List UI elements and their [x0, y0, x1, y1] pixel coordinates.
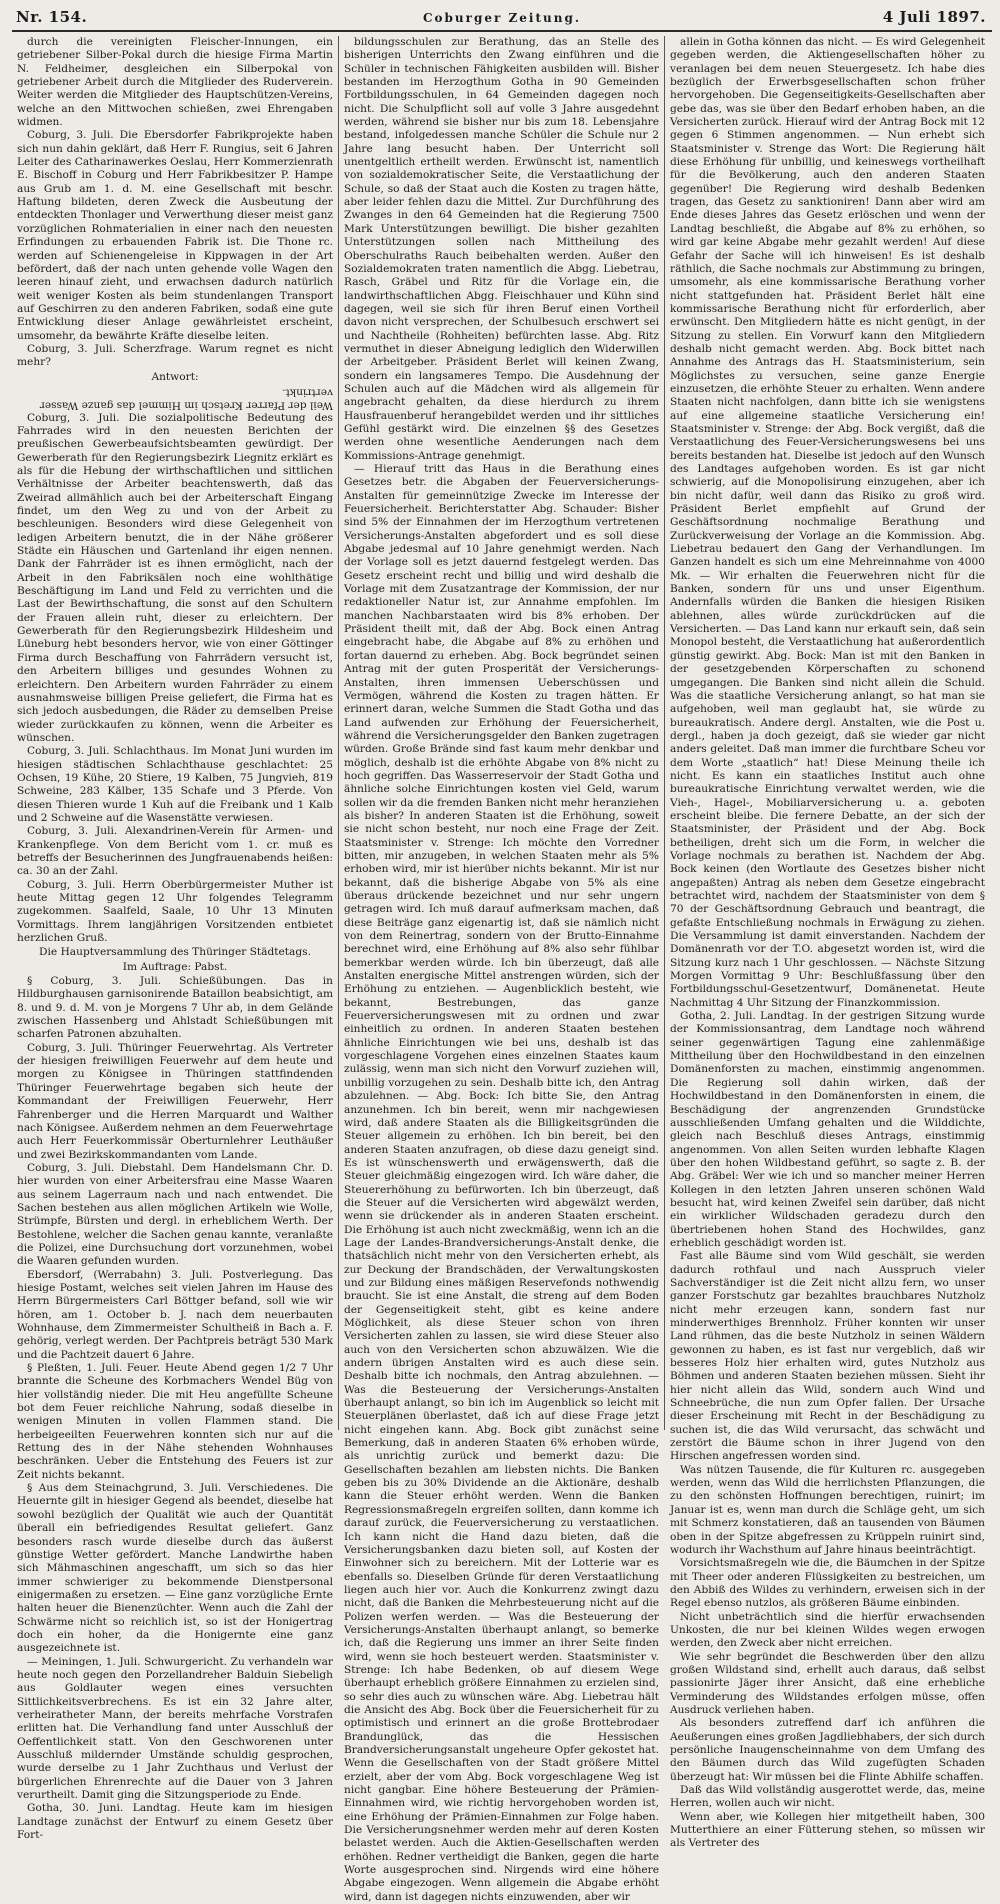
scherzfrage-antwort-upside-down: Weil der Pfarrer Kretsch im Himmel das ganze Wasser vertrinkt.: [39, 386, 333, 412]
article-paragraph: Daß das Wild vollständig ausgerottet werde, das, meine Herren, wollen auch wir nicht.: [670, 1784, 985, 1810]
article-scherzfrage: Coburg, 3. Juli. Scherzfrage. Warum regnet es nicht mehr?: [17, 342, 333, 369]
article-fortbildungsschulen: bildungsschulen zur Berathung, das an Stelle des bisherigen Unterrichts den Zwang einführen und die Schüler in technischen Fähigkeiten ausbilden will. Bisher bestanden im Herzogthum Gotha in 90 Gemeinden Fortbildungsschulen, in 64 Gemeinden dagegen noch nicht. Die Schulpflicht soll auf volle 3 Jahre ausgedehnt werden, während sie bisher nur bis zum 18. Lebensjahre bestand, infolgedessen manche Schüler die Schule nur 2 Jahre lang besucht haben. Der Unterricht soll unentgeltlich ertheilt werden. Erwünscht ist, namentlich von sozialdemokratischer Seite, die Verstaatlichung der Schule, so daß der Staat auch die Kosten zu tragen hätte, aber leider fehlen dazu die Mittel. Zur Durchführung des Zwanges in den 64 Gemeinden hat die Regierung 7500 Mark Unterstützungen bewilligt. Die bisher gezahlten Unterstützungen sollen nach Mittheilung des Oberschulraths Rauch beibehalten werden. Außer den Sozialdemokraten traten namentlich die Abgg. Liebetrau, Rasch, Gräbel und Ritz für die Vorlage ein, die landwirthschaftlichen Abgg. Fleischhauer und Kühn sind dagegen, weil sie sich für ihren Beruf einen Vortheil davon nicht versprechen, der Schulbesuch erschwert sei und Nachtheile (Rohheiten) befürchten lasse. Abg. Ritz vermuthet in dieser Abneigung lediglich den Widerwillen der Arbeitgeber. Präsident Berlet will keinen Zwang, sondern ein langsameres Tempo. Die Ausdehnung der Schulen auch auf die Mädchen wird als allgemein für angebracht gehalten, da diese hierdurch zu ihrem Hausfrauenberuf herangebildet werden und ihr sittliches Gefühl gestärkt wird. Die einzelnen §§ des Gesetzes werden ohne wesentliche Aenderungen nach dem Kommissions-Antrage genehmigt.: [344, 36, 659, 462]
article-paragraph: Als besonders zutreffend darf ich anführen die Aeußerungen eines großen Jagdliebhabers, der sich durch persönliche Inaugenscheinnahme von dem Umfang des den Bäumen durch das Wild zugefügten Schaden überzeugt hat: Wir müssen bei die Flinte Abhilfe schaffen.: [670, 1717, 985, 1783]
article-steinachgrund: § Aus dem Steinachgrund, 3. Juli. Verschiedenes. Die Heuernte gilt in hiesiger Gegend als beendet, dieselbe hat sowohl bezüglich der Qualität wie auch der Quantität überall ein befriedigendes Resultat geliefert. Ganz besonders rasch wurde dieselbe durch das äußerst günstige Wetter gefördert. Manche Landwirthe haben sich Mähmaschinen angeschafft, um sich so das hier immer schwieriger zu bekommende Dienstpersonal einigermaßen zu ersetzen. — Eine ganz vorzügliche Ernte halten heuer die Bienenzüchter. Wenn auch die Zahl der Schwärme nicht so reichlich ist, so ist der Honigertrag doch ein hoher, da die Honigernte eine ganz ausgezeichnete ist.: [17, 1482, 333, 1655]
article-telegramm: Coburg, 3. Juli. Herrn Oberbürgermeister Muther ist heute Mittag gegen 12 Uhr folgendes Telegramm zugekommen. Saalfeld, Saale, 10 Uhr 13 Minuten Vormittags. Ihrem langjährigen Vorsitzenden entbietet herzlichen Gruß.: [17, 878, 333, 945]
issue-date: 4 Juli 1897.: [882, 8, 986, 26]
article-schwurgericht: — Meiningen, 1. Juli. Schwurgericht. Zu verhandeln war heute noch gegen den Porzellandreher Balduin Siebeligh aus Goldlauter wegen eines versuchten Sittlichkeitsverbrechens. Es ist ein 32 Jahre alter, verheiratheter Mann, der bereits mehrfache Vorstrafen erlitten hat. Die Verhandlung fand unter Ausschluß der Oeffentlichkeit statt. Von den Geschworenen unter Ausschluß mildernder Umstände schuldig gesprochen, wurde derselbe zu 1 Jahr Zuchthaus und Verlust der bürgerlichen Ehrenrechte auf die Dauer von 3 Jahren verurtheilt. Damit ging die Sitzungsperiode zu Ende.: [17, 1655, 333, 1802]
article-feuer: § Pleßten, 1. Juli. Feuer. Heute Abend gegen 1/2 7 Uhr brannte die Scheune des Korbmachers Wendel Büg von hier vollständig nieder. Die mit Heu angefüllte Scheune bot dem Feuer reichliche Nahrung, sodaß dieselbe in wenigen Minuten in vollen Flammen stand. Die herbeigeeilten Feuerwehren konnten sich nur auf die Rettung des in der Nähe stehenden Wohnhauses beschränken. Ueber die Entstehung des Feuers ist zur Zeit nichts bekannt.: [17, 1362, 333, 1481]
article-fabrikprojekte: Coburg, 3. Juli. Die Ebersdorfer Fabrikprojekte haben sich nun dahin geklärt, daß Herr F. Rungius, seit 6 Jahren Leiter des Catharinawerkes Oeslau, Herr Kommerzienrath E. Bischoff in Coburg und Herr Fabrikbesitzer P. Hampe aus Grub am 1. d. M. eine Gesellschaft mit beschr. Haftung bildeten, deren Zweck die Ausbeutung der entdeckten Thonlager und Verwerthung dieser meist ganz vorzüglichen Rohmaterialien in einer nach den neuesten Erfindungen zu erbauenden Fabrik ist. Die Thone rc. werden auf Schienengeleise in Kippwagen in der Art befördert, daß der nach unten gehende volle Wagen den leeren hinauf zieht, und erwachsen dadurch natürlich weit weniger Kosten als beim stundenlangen Transport auf Geschirren zu den anderen Fabriken, sodaß eine gute Entwicklung dieser Anlage gewährleistet erscheint, umsomehr, da bewährte Kräfte dieselbe leiten.: [17, 129, 333, 342]
article-diebstahl: Coburg, 3. Juli. Diebstahl. Dem Handelsmann Chr. D. hier wurden von einer Arbeitersfrau eine Masse Waaren aus seinem Lagerraum nach und nach entwendet. Die Sachen bestehen aus allen möglichen Artikeln wie Wolle, Strümpfe, Bürsten und dergl. in erheblichem Werth. Der Bestohlene, welcher die Sachen genau kannte, veranlaßte die Polizei, eine Durchsuchung dort vorzunehmen, wobei die Waaren gefunden wurden.: [17, 1161, 333, 1268]
article-feuerversicherung: — Hierauf tritt das Haus in die Berathung eines Gesetzes betr. die Abgaben der Feuerversicherungs-Anstalten für gemeinnützige Zwecke im Interesse der Feuersicherheit. Berichterstatter Abg. Schauder: Bisher sind 5% der Einnahmen der im Herzogthum vertretenen Versicherungs-Anstalten abgefordert und es soll diese Abgabe jedesmal auf 10 Jahre genehmigt werden. Nach der Vorlage soll es jetzt dauernd festgelegt werden. Das Gesetz erscheint recht und billig und wird deshalb die Vorlage mit dem Zusatzantrage der Kommission, der nur redaktioneller Natur ist, zur Annahme empfohlen. Im manchen Nachbarstaaten wird bis 8% erhoben. Der Präsident theilt mit, daß der Abg. Bock einen Antrag eingebracht habe, die Abgabe auf 8% zu erhöhen und fortan dauernd zu erheben. Abg. Bock begründet seinen Antrag mit der guten Prosperität der Versicherungs-Anstalten, ihren immensen Ueberschüssen und Vermögen, während die Kosten zu tragen hätten. Er erinnert daran, welche Summen die Stadt Gotha und das Land aufwenden zur Erhöhung der Feuersicherheit, während die Versicherungsgelder den Banken zugetragen würden. Große Brände sind fast kaum mehr denkbar und möglich, deshalb ist die erhöhte Abgabe von 8% nicht zu hoch gegriffen. Das Wasserreservoir der Stadt Gotha und ähnliche solche Einrichtungen kosten viel Geld, warum sollen wir da die fremden Banken nicht mehr heranziehen als bisher? In anderen Staaten ist die Erhöhung, soweit sie nicht schon besteht, nur noch eine Frage der Zeit. Staatsminister v. Strenge: Ich möchte den Vorredner bitten, mir anzugeben, in welchen Staaten mehr als 5% erhoben wird, mir ist hierüber nichts bekannt. Mir ist nur bekannt, daß die bisherige Abgabe von 5% als eine überaus drückende bezeichnet und nur sehr ungern getragen wird. Ich muß darauf aufmerksam machen, daß diese Beiträge ganz eigenartig ist, daß sie nämlich nicht von dem Reinertrag, sondern von der Brutto-Einnahme berechnet wird, eine Erhöhung auf 8% also sehr fühlbar bemerkbar werden würde. Ich bin überzeugt, daß alle Anstalten energische Mittel anstrengen würden, sich der Erhöhung zu entziehen. — Augenblicklich besteht, wie bekannt, Bestrebungen, das ganze Feuerversicherungswesen mit zu ordnen und zwar einheitlich zu ordnen. In anderen Staaten bestehen ähnliche Einrichtungen wie bei uns, deshalb ist das vorgeschlagene Vorgehen eines einzelnen Staates kaum zulässig, wenn man sich nicht den Vorwurf zuziehen will, unbillig vorzugehen zu sein. Deshalb bitte ich, den Antrag abzulehnen. — Abg. Bock: Ich bitte Sie, den Antrag anzunehmen. Ich bin bereit, wenn mir nachgewiesen wird, daß andere Staaten als die Billigkeitsgründen die Steuer allgemein zu erhöhen. Ich bin bereit, bei den anderen Staaten anzufragen, ob diese dazu geneigt sind. Es ist wünschenswerth und erwägenswerth, daß die Steuer gleichmäßig eingezogen wird. Ich wäre daher, die Steuererhöhung zu befürworten. Ich bin überzeugt, daß die Steuer auf die Versicherten wird abgewälzt werden, wenn sie drückender als in anderen Staaten erscheint. Die Erhöhung ist auch nicht zweckmäßig, wenn ich an die Lage der Landes-Brandversicherungs-Anstalt denke, die thatsächlich nicht mehr von den Versicherten erhebt, als zur Deckung der Brandschäden, der Verwaltungskosten und zur Bildung eines mäßigen Reservefonds nothwendig braucht. Sie ist eine Anstalt, die streng auf dem Boden der Gegenseitigkeit steht, gibt es keine andere Möglichkeit, als diese Steuer schon von ihren Versicherten zahlen zu lassen, sie wird diese Steuer also auch von den Versicherten schon abzuwälzen. Wie die andern übrigen Anstalten wird es auch diese sein. Deshalb bitte ich nochmals, den Antrag abzulehnen. — Was die Besteuerung der Versicherungs-Anstalten überhaupt anlangt, so bin ich im Augenblick so leicht mit Steuerplänen überlastet, daß ich auf diese Frage jetzt nicht eingehen kann. Abg. Bock gibt zunächst seine Bemerkung, daß in anderen Staaten 6% erhoben würde, als unrichtig zurück und bemerkt dazu: Die Gesellschaften bezahlen am liebsten nichts. Die Banken geben bis zu 30% Dividende an die Aktionäre, deshalb kann die Steuer erhöht werden. Wenn die Banken Regressionsmaßregeln ergreifen sollten, dann komme ich darauf zurück, die Feuerversicherung zu verstaatlichen. Ich kann nicht die Hand dazu bieten, daß die Versicherungsbanken dazu bieten soll, auf Kosten der Einwohner sich zu bereichern. Mit der Lotterie war es ebenfalls so. Dieselben Gründe für deren Verstaatlichung liegen auch hier vor. Auch die Konkurrenz zwingt dazu nicht, daß die Banken die Mehrbesteuerung nicht auf die Polizen werfen werden. — Was die Besteuerung der Versicherungs-Anstalten überhaupt anlangt, so bemerke ich, daß die Regierung uns immer an ihrer Seite finden wird, wenn sie hoch besteuert werden. Staatsminister v. Strenge: Ich habe Bedenken, ob auf diesem Wege überhaupt erheblich größere Einnahmen zu erzielen sind, so sehr dies auch zu wünschen wäre. Abg. Liebetrau hält die Ansicht des Abg. Bock über die Feuersicherheit für zu optimistisch und erinnert an die große Brottebrodaer Brandunglück, das die Hessischen Brandversicherungsanstalt ungeheure Opfer gekostet hat. Wenn die Gesellschaften von der Stadt größere Mittel erzielt, aber der vom Abg. Bock vorgeschlagene Weg ist nicht gangbar. Eine höhere Besteuerung der Prämien-Einnahmen wird, wie richtig hervorgehoben worden ist, eine Erhöhung der Prämien-Einnahmen zur Folge haben. Die Versicherungsnehmer werden mehr auf deren Kosten belastet werden. Auch die Aktien-Gesellschaften werden erhöhen. Redner vertheidigt die Banken, gegen die harte Worte ausgesprochen sind. Nirgends wird eine höhere Abgabe eingezogen. Wenn allgemein die Abgabe erhöht wird, dann ist dagegen nichts einzuwenden, aber wir: [344, 463, 659, 1903]
article-paragraph: Vorsichtsmaßregeln wie die, die Bäumchen in der Spitze mit Theer oder anderen Flüssigkeiten zu bestreichen, um den Abbiß des Wildes zu verhindern, erweisen sich in der Regel ebenso nutzlos, als größeren Bäume einbinden.: [670, 1557, 985, 1610]
column-left: [12, 36, 338, 1842]
article-paragraph: Was nützen Tausende, die für Kulturen rc. ausgegeben werden, wenn das Wild die herrlichsten Pflanzungen, die zu den schönsten Hoffnungen berechtigen, ruinirt; im Januar ist es, wenn man durch die Schläge geht, um sich mit Schmerz konstatieren, daß an tausenden von Bäumen oben in der Spitze abgefressen zu Krüppeln ruinirt sind, wodurch ihr Wachsthum auf Jahre hinaus beeinträchtigt.: [670, 1463, 985, 1556]
article-alexandrinen-verein: Coburg, 3. Juli. Alexandrinen-Verein für Armen- und Krankenpflege. Von dem Bericht vom 1. cr. muß es betreffs der Besucherinnen des Jungfrauenabends heißen: ca. 30 an der Zahl.: [17, 825, 333, 878]
article-schlachthaus: Coburg, 3. Juli. Schlachthaus. Im Monat Juni wurden im hiesigen städtischen Schlachthause geschlachtet: 25 Ochsen, 19 Kühe, 20 Stiere, 19 Kalben, 75 Jungvieh, 819 Schweine, 283 Kälber, 135 Schafe und 3 Pferde. Von diesen Thieren wurde 1 Kuh auf die Freibank und 1 Kalb und 2 Schweine auf die Wasenstätte verwiesen.: [17, 745, 333, 824]
issue-number: Nr. 154.: [16, 8, 88, 26]
article-schiessuebungen: § Coburg, 3. Juli. Schießübungen. Das in Hildburghausen garnisonirende Bataillon beabsichtigt, am 8. und 9. d. M. von je Morgens 7 Uhr ab, in dem Gelände zwischen Hassenberg und Ahlstadt Schießübungen mit scharfen Patronen abzuhalten.: [17, 975, 333, 1041]
article-postverlegung: Ebersdorf, (Werrabahn) 3. Juli. Postverlegung. Das hiesige Postamt, welches seit vielen Jahren im Hause des Herrn Bürgermeisters Carl Böttger befand, soll wie wir hören, am 1. October b. J. nach dem neuerbauten Wohnhause, dem Zimmermeister Schultheiß in Bach a. F. gehörig, verlegt werden. Der Pachtpreis beträgt 530 Mark und die Pachtzeit dauert 6 Jahre.: [17, 1268, 333, 1361]
column-middle: [338, 36, 664, 1903]
article-paragraph: Fast alle Bäume sind vom Wild geschält, sie werden dadurch rothfaul und nach Ausspruch vieler Sachverständiger ist die Zeit nicht allzu fern, wo unser ganzer Forstschutz gar bezahltes brauchbares Nutzholz nicht mehr erzeugen kann, sondern fast nur minderwerthiges Brennholz. Früher konnten wir unser Land rühmen, das die beste Nutzholz in seinen Wäldern gewonnen zu haben, es ist fast nur vergeblich, daß wir besseres Holz hier erhalten wird, gutes Nutzholz aus Böhmen und anderen Staaten beziehen müssen. Sieht ihr hier nicht allein das Wild, sondern auch Wind und Schneebrüche, die nun zum Opfer fallen. Der Ursache dieser Erscheinung mit Recht in der Beschädigung zu suchen ist, die das Wild verursacht, das schwächt und zerstört die Bäume schon in ihrer Jugend von den Hirschen angefressen worden sind.: [670, 1250, 985, 1463]
scherzfrage-antwort-label: Antwort:: [151, 370, 199, 383]
article-paragraph: Wie sehr begründet die Beschwerden über den allzu großen Wildstand sind, erhellt auch daraus, daß selbst passionirte Jäger ihrer Ansicht, daß eine erhebliche Verminderung des Wildstandes erfolgen müsse, offen Ausdruck verliehen haben.: [670, 1650, 985, 1716]
article-paragraph: Nicht unbeträchtlich sind die hierfür erwachsenden Unkosten, die nur bei kleinen Wildes wegen erwogen werden, den Zweck aber nicht erreichen.: [670, 1610, 985, 1650]
article-landtag-hochwild: Gotha, 2. Juli. Landtag. In der gestrigen Sitzung wurde der Kommissionsantrag, dem Landtage noch während seiner gegenwärtigen Tagung eine zahlenmäßige Mittheilung über den Hochwildbestand in den einzelnen Domänenforsten zu machen, einstimmig angenommen. Die Regierung soll dahin wirken, daß der Hochwildbestand in den Domänenforsten in einem, die Beschädigung der angrenzenden Grundstücke ausschließenden Umfang gehalten und die Wilddichte, gleich nach Beschluß dieses Antrags, einstimmig angenommen. Von allen Seiten wurden lebhafte Klagen über den hohen Wildbestand geführt, so sagte z. B. der Abg. Gräbel: Wer wie ich und so mancher meiner Herren Kollegen in den letzten Jahren unseren schönen Wald besucht hat, wird keinen Zweifel sein darüber, daß nicht ein wirklicher Wildschaden geradezu durch den übertriebenen hohen Stand des Hochwildes, ganz erheblich geschädigt worden ist.: [670, 1010, 985, 1249]
column-right: [664, 36, 990, 1850]
article-landtag-continued: allein in Gotha können das nicht. — Es wird Gelegenheit gegeben werden, die Aktiengesellschaften höher zu veranlagen bei dem neuen Steuergesetz. Ich habe dies bezüglich der Erwerbsgesellschaften schon früher hervorgehoben. Die Gegenseitigkeits-Gesellschaften aber gebe das, was sie über den Bedarf erhoben haben, an die Versicherten zurück. Hierauf wird der Antrag Bock mit 12 gegen 6 Stimmen angenommen. — Nun erhebt sich Staatsminister v. Strenge das Wort: Die Regierung hält diese Erhöhung für unbillig, und keineswegs vortheilhaft für die Bevölkerung, auch den anderen Staaten gegenüber! Die Regierung wird deshalb Bedenken tragen, das Gesetz zu sanktioniren! Dann aber wird am Ende dieses Jahres das Gesetz erlöschen und wenn der Landtag beschließt, die Abgabe auf 8% zu erhöhen, so wird gar keine Abgabe mehr gezahlt werden! Auf diese Gefahr der Sache will ich hinweisen! Es ist deshalb räthlich, die Sache nochmals zur Abstimmung zu bringen, umsomehr, als eine kommissarische Berathung vorher nicht stattgefunden hat. Präsident Berlet hält eine kommissarische Berathung nicht für erforderlich, aber erwünscht. Den Mitgliedern hätte es nicht genügt, in der Sitzung zu stellen. Ein Vorwurf kann den Mitgliedern deshalb nicht gemacht werden. Abg. Bock bittet nach Annahme des Antrags das H. Staatsministerium, sein Möglichstes zu versuchen, seine ganze Energie einzusetzen, die erhöhte Steuer zu erhalten. Wenn andere Staaten nicht nachfolgen, dann bitte ich sie wenigstens auf eine allgemeine staatliche Versicherung ein! Staatsminister v. Strenge: der Abg. Bock vergißt, daß die Verstaatlichung des Feuer-Versicherungswesens bei uns bereits bestanden hat. Dieselbe ist jedoch auf den Wunsch des Landtages aufgehoben worden. Es ist gar nicht schwierig, auf die Monopolisirung einzugehen, aber ich bin nicht dafür, weil dann das Risiko zu groß wird. Präsident Berlet empfiehlt auf Grund der Geschäftsordnung nochmalige Berathung und Zurückverweisung der Vorlage an die Kommission. Abg. Liebetrau bedauert den Gang der Verhandlungen. Im Ganzen handelt es sich um eine Mehreinnahme von 4000 Mk. — Wir erhalten die Feuerwehren nicht für die Banken, sondern für uns und unser Eigenthum. Andernfalls würden die Banken die hiesigen Risiken ablehnen, alles würde zurückdrücken auf die Versicherten. — Das Land kann nur erkauft sein, daß sein Monopol besteht, die Verstaatlichung hat außerordentlich günstig gewirkt. Abg. Bock: Man ist mit den Banken in der gesetzgebenden Körperschaften zu schonend umgegangen. Die Banken sind nicht allein die Schuld. Was die staatliche Versicherung anlangt, so hat man sie aufgehoben, weil man geglaubt hat, sie würde zu bureaukratisch. Andere dergl. Anstalten, wie die Post u. dergl., haben ja doch gezeigt, daß sie wieder gar nicht anders geleitet. Daß man immer die furchtbare Scheu vor dem Worte „staatlich“ hat! Diese Meinung theile ich nicht. Es kann ein staatliches Institut auch ohne bureaukratische Einrichtung verwaltet werden, wie die Vieh-, Hagel-, Mobiliarversicherung u. a. geboten erscheint bleibe. Die fernere Debatte, an der sich der Staatsminister, der Präsident und der Abg. Bock betheiligen, dreht sich um die Form, in welcher die Vorlage nochmals zu berathen ist. Nachdem der Abg. Bock keinen (den Wortlaute des Gesetzes bisher nicht angepaßten) Antrag als neben dem Gesetze eingebracht betrachtet wird, nachdem der Staatsminister von dem § 70 der Geschäftsordnung Gebrauch und beantragt, die gefaßte Entschließung nochmals in Erwägung zu ziehen. Die Versammlung ist damit einverstanden. Nachdem der Domänenrath vor der T.O. abgesetzt worden ist, wird die Sitzung kurz nach 1 Uhr geschlossen. — Nächste Sitzung Morgen Vormittag 9 Uhr: Beschlußfassung über den Fortbildungsschul-Gesetzentwurf, Domänenetat. Heute Nachmittag 4 Uhr Sitzung der Finanzkommission.: [670, 36, 986, 1009]
article-feuerwehrtag: Coburg, 3. Juli. Thüringer Feuerwehrtag. Als Vertreter der hiesigen freiwilligen Feuerwehr auf dem heute und morgen zu Königsee in Thüringen stattfindenden Thüringer Feuerwehrtage begaben sich heute der Kommandant der Freiwilligen Feuerwehr, Herr Fahrenberger und die Herren Marquardt und Walther nach Königsee. Außerdem nehmen an dem Feuerwehrtage auch Herr Feuerkommissär Oberturnlehrer Leuthäußer und zwei Bezirkskommandanten vom Lande.: [17, 1041, 333, 1161]
article-landtag-gotha: Gotha, 30. Juni. Landtag. Heute kam im hiesigen Landtage zunächst der Entwurf zu einem Gesetz über Fort-: [17, 1802, 333, 1842]
article-paragraph: durch die vereinigten Fleischer-Innungen, ein getriebener Silber-Pokal durch die hiesige Firma Martin N. Feldheimer, desgleichen ein Silberpokal von getriebener Arbeit durch die Mitglieder des Ruderverein. Weiter werden die Mitglieder des Hauptschützen-Vereins, welche an den Mittwochen schießen, zwei Ehrengaben widmen.: [17, 36, 333, 129]
text-columns: [12, 36, 992, 1903]
telegramm-auftrag: Im Auftrage: Pabst.: [122, 960, 228, 973]
newspaper-title: Coburger Zeitung.: [422, 11, 582, 25]
article-fahrrad: Coburg, 3. Juli. Die sozialpolitische Bedeutung des Fahrrades wird in den neuesten Berichten der preußischen Gewerbeaufsichtsbeamten gewürdigt. Der Gewerberath für den Regierungsbezirk Liegnitz erklärt es als für die Hebung der wirthschaftlichen und sittlichen Verhältnisse der Arbeiter beachtenswerth, daß das Zweirad allmählich auch bei der Arbeiterschaft Eingang findet, um den Weg zu und von der Arbeit zu beschleunigen. Besonders wird diese Gelegenheit von ledigen Arbeitern benutzt, die in der Nähe größerer Städte ein Häuschen und Gartenland ihr eigen nennen. Dank der Fahrräder ist es ihnen ermöglicht, nach der Arbeit in den Fabriksälen noch eine wohlthätige Beschäftigung im Land und Feld zu verrichten und die Last der Bewirthschaftung, die sonst auf den Schultern der Frauen allein ruht, dieser zu erleichtern. Der Gewerberath für den Regierungsbezirk Hildesheim und Lüneburg hebt besonders hervor, wie von einer Göttinger Firma durch Beschaffung von Fahrrädern versucht ist, den Arbeitern billiges und gesundes Wohnen zu erleichtern. Den Arbeitern wurden Fahrräder zu einem ausnahmsweise billigen Preise geliefert, die Firma hat es sich jedoch ausbedungen, die Räder zu demselben Preise wieder zurückkaufen zu können, wenn die Arbeiter es wünschen.: [17, 411, 333, 744]
masthead: [12, 6, 992, 32]
telegramm-signature: Die Hauptversammlung des Thüringer Städtetags.: [39, 946, 311, 959]
article-paragraph: Wenn aber, wie Kollegen hier mitgetheilt haben, 300 Mutterthiere an einer Fütterung stehen, so müssen wir als Vertreter des: [670, 1810, 985, 1850]
